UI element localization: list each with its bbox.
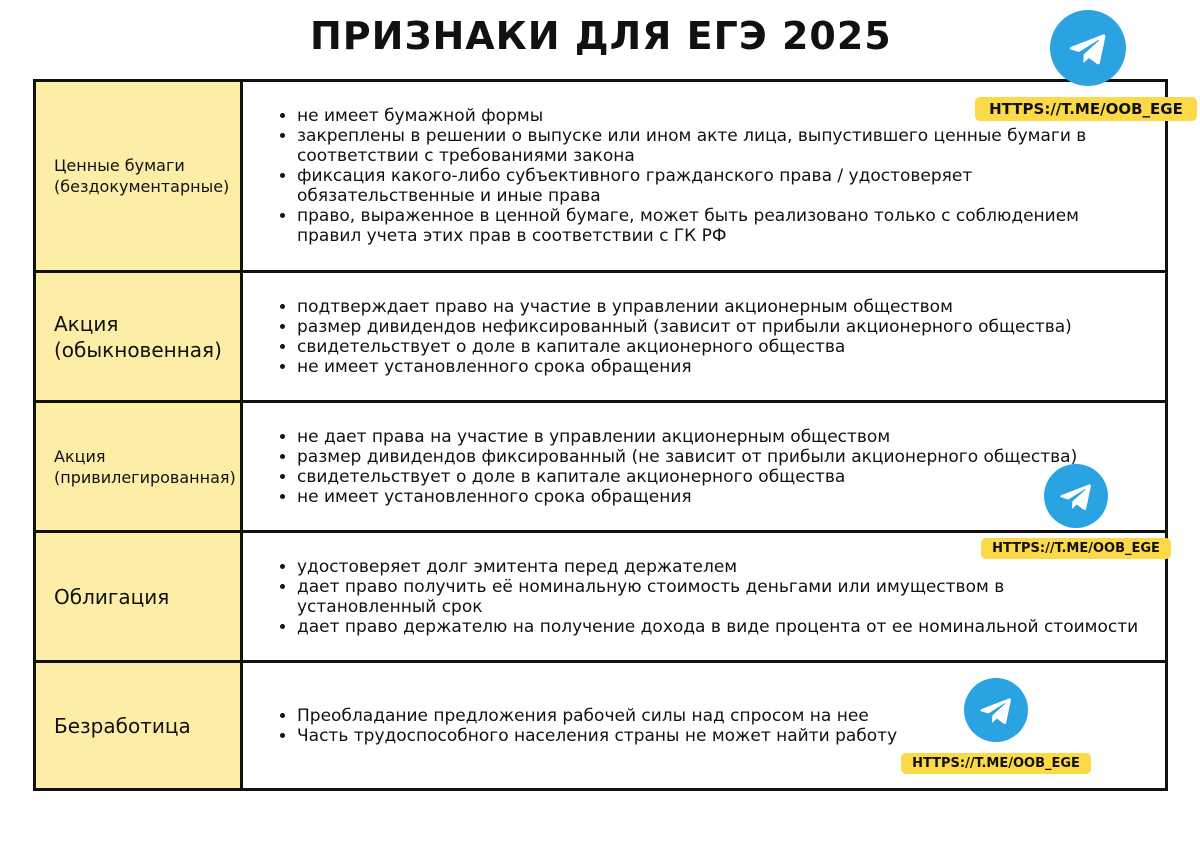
- telegram-link-badge[interactable]: HTTPS://T.ME/OOB_EGE: [981, 538, 1171, 559]
- table-row: [36, 273, 1165, 403]
- feature-item: • удостоверяет долг эмитента перед держателем: [297, 557, 1145, 577]
- features-cell: [243, 273, 1165, 400]
- table-row: [36, 403, 1165, 533]
- telegram-icon[interactable]: [964, 678, 1028, 742]
- telegram-icon[interactable]: [1050, 10, 1126, 86]
- feature-list: [273, 557, 1145, 637]
- feature-item: • не дает права на участие в управлении акционерным обществом: [297, 427, 1077, 447]
- feature-item: • свидетельствует о доле в капитале акционерного общества: [297, 467, 1077, 487]
- features-cell: [243, 403, 1165, 530]
- term-cell: Облигация: [36, 533, 243, 660]
- feature-list: [273, 706, 897, 746]
- feature-item: • право, выраженное в ценной бумаге, может быть реализовано только с соблюдением правил учета этих прав в соответствии с ГК РФ: [297, 206, 1145, 246]
- feature-item: • дает право держателю на получение дохода в виде процента от ее номинальной стоимости: [297, 617, 1145, 637]
- feature-item: • свидетельствует о доле в капитале акционерного общества: [297, 337, 1072, 357]
- term-cell: Ценные бумаги (бездокументарные): [36, 82, 243, 270]
- telegram-link-badge[interactable]: HTTPS://T.ME/OOB_EGE: [901, 753, 1091, 774]
- feature-item: • Часть трудоспособного населения страны не может найти работу: [297, 726, 897, 746]
- feature-list: [273, 297, 1072, 377]
- feature-item: • не имеет установленного срока обращения: [297, 357, 1072, 377]
- term-cell: Безработица: [36, 663, 243, 788]
- telegram-link-badge[interactable]: HTTPS://T.ME/OOB_EGE: [975, 97, 1197, 121]
- feature-item: • закреплены в решении о выпуске или ином акте лица, выпустившего ценные бумаги в соответствии с требованиями закона: [297, 126, 1145, 166]
- feature-item: • не имеет установленного срока обращения: [297, 487, 1077, 507]
- term-cell: Акция (обыкновенная): [36, 273, 243, 400]
- feature-item: • размер дивидендов нефиксированный (зависит от прибыли акционерного общества): [297, 317, 1072, 337]
- term-cell: Акция (привилегированная): [36, 403, 243, 530]
- feature-item: • фиксация какого-либо субъективного гражданского права / удостоверяет обязательственные и иные права: [297, 166, 1145, 206]
- feature-list: [273, 427, 1077, 507]
- feature-item: • размер дивидендов фиксированный (не зависит от прибыли акционерного общества): [297, 447, 1077, 467]
- feature-item: • не имеет бумажной формы: [297, 106, 1145, 126]
- telegram-icon[interactable]: [1044, 464, 1108, 528]
- feature-list: [273, 106, 1145, 246]
- feature-item: • дает право получить её номинальную стоимость деньгами или имуществом в установленный срок: [297, 577, 1145, 617]
- page-title: ПРИЗНАКИ ДЛЯ ЕГЭ 2025: [310, 14, 892, 58]
- feature-item: • Преобладание предложения рабочей силы над спросом на нее: [297, 706, 897, 726]
- feature-item: • подтверждает право на участие в управлении акционерным обществом: [297, 297, 1072, 317]
